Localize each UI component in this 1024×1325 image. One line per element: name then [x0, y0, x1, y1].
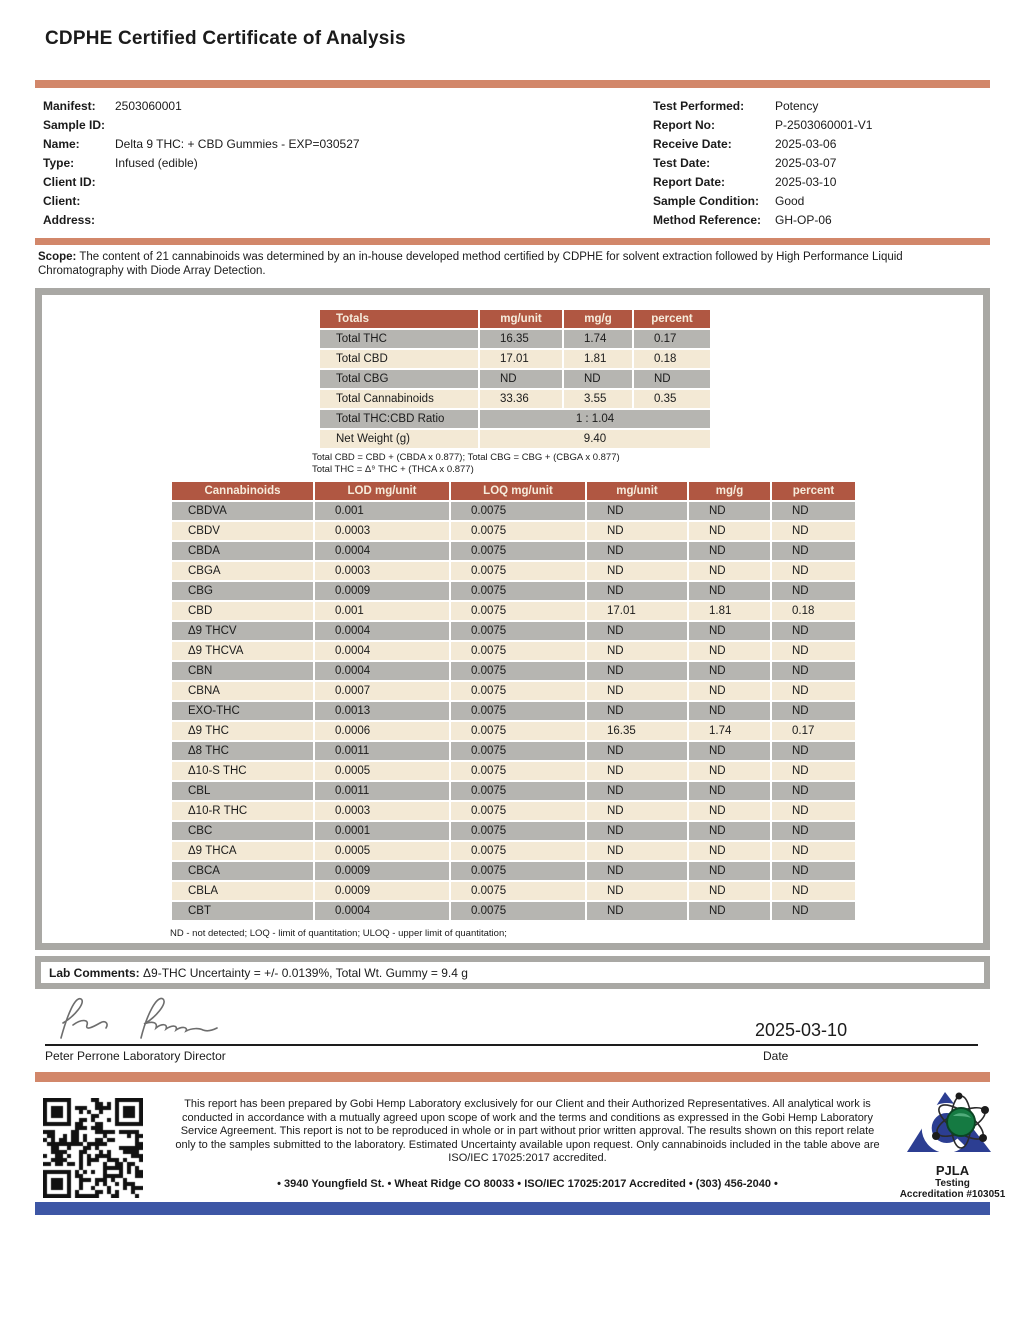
mg-unit-value: ND [587, 522, 687, 540]
totals-mg-unit-value: 33.36 [480, 390, 562, 408]
cannabinoid-row [172, 682, 855, 700]
pjla-logo [890, 1090, 1015, 1200]
totals-summary-rows [320, 410, 710, 448]
lod-value: 0.0013 [315, 702, 449, 720]
totals-percent-value: ND [634, 370, 710, 388]
mg-unit-value: ND [587, 502, 687, 520]
mg-unit-value: ND [587, 582, 687, 600]
cannabinoid-name: CBD [172, 602, 313, 620]
percent-value: ND [772, 762, 855, 780]
lod-value: 0.001 [315, 602, 449, 620]
percent-value: ND [772, 622, 855, 640]
info-label: Method Reference: [653, 212, 762, 227]
cannabinoid-row [172, 742, 855, 760]
info-row [653, 115, 988, 134]
mg-g-value: ND [689, 562, 770, 580]
mg-g-value: ND [689, 622, 770, 640]
totals-header-mg-g: mg/g [564, 310, 632, 328]
loq-value: 0.0075 [451, 802, 585, 820]
mg-g-value: ND [689, 702, 770, 720]
mg-unit-value: ND [587, 622, 687, 640]
percent-value: ND [772, 642, 855, 660]
pjla-logo-icon [903, 1090, 1003, 1160]
info-row [43, 210, 653, 229]
signatory-name: Peter Perrone Laboratory Director [45, 1049, 226, 1063]
totals-percent-value: 0.17 [634, 330, 710, 348]
lab-comments-text: Δ9-THC Uncertainty = +/- 0.0139%, Total Wt. Gummy = 9.4 g [143, 966, 468, 980]
info-value: 2025-03-10 [775, 174, 837, 189]
loq-value: 0.0075 [451, 582, 585, 600]
totals-row [320, 370, 710, 388]
cannabinoid-row [172, 582, 855, 600]
totals-header-row [320, 310, 710, 328]
cannabinoid-row [172, 882, 855, 900]
cannabinoid-name: CBNA [172, 682, 313, 700]
lod-value: 0.0004 [315, 902, 449, 920]
info-label: Test Date: [653, 155, 711, 170]
accent-bar-top [35, 80, 990, 88]
signature-date-label: Date [763, 1049, 789, 1063]
info-label: Address: [43, 212, 96, 227]
mg-unit-value: 17.01 [587, 602, 687, 620]
lod-value: 0.0009 [315, 862, 449, 880]
lod-value: 0.0001 [315, 822, 449, 840]
cannabinoid-name: CBDA [172, 542, 313, 560]
percent-value: ND [772, 702, 855, 720]
cannabinoid-name: Δ9 THCA [172, 842, 313, 860]
loq-value: 0.0075 [451, 862, 585, 880]
accent-bar-bottom [35, 1072, 990, 1082]
loq-value: 0.0075 [451, 822, 585, 840]
mg-unit-value: 16.35 [587, 722, 687, 740]
cannabinoid-name: EXO-THC [172, 702, 313, 720]
cannabinoid-name: CBLA [172, 882, 313, 900]
info-label: Client ID: [43, 174, 96, 189]
lod-value: 0.0004 [315, 542, 449, 560]
totals-row-label: Total CBG [320, 370, 478, 388]
mg-unit-value: ND [587, 742, 687, 760]
info-label: Test Performed: [653, 98, 745, 113]
percent-value: ND [772, 782, 855, 800]
thc-cbd-ratio-row [320, 410, 710, 428]
cannabinoids-header-row [172, 482, 855, 500]
cannabinoid-name: CBGA [172, 562, 313, 580]
mg-unit-value: ND [587, 882, 687, 900]
lod-value: 0.0011 [315, 782, 449, 800]
header-lod: LOD mg/unit [315, 482, 449, 500]
loq-value: 0.0075 [451, 562, 585, 580]
mg-unit-value: ND [587, 662, 687, 680]
percent-value: ND [772, 802, 855, 820]
totals-mg-g-value: 1.74 [564, 330, 632, 348]
cannabinoid-row [172, 762, 855, 780]
info-row [653, 96, 988, 115]
percent-value: ND [772, 502, 855, 520]
loq-value: 0.0075 [451, 522, 585, 540]
info-row [43, 96, 653, 115]
info-row [653, 172, 988, 191]
totals-percent-value: 0.18 [634, 350, 710, 368]
accent-bar-under-info [35, 238, 990, 245]
lab-comments [35, 956, 990, 989]
mg-unit-value: ND [587, 682, 687, 700]
signature-line [45, 1044, 978, 1046]
totals-mg-unit-value: 16.35 [480, 330, 562, 348]
cannabinoid-name: CBDV [172, 522, 313, 540]
totals-row [320, 390, 710, 408]
sample-info-section [43, 96, 988, 229]
header-percent: percent [772, 482, 855, 500]
percent-value: ND [772, 822, 855, 840]
percent-value: ND [772, 582, 855, 600]
cannabinoid-name: Δ9 THCV [172, 622, 313, 640]
cannabinoid-row [172, 842, 855, 860]
percent-value: ND [772, 742, 855, 760]
loq-value: 0.0075 [451, 662, 585, 680]
mg-g-value: ND [689, 862, 770, 880]
loq-value: 0.0075 [451, 902, 585, 920]
totals-mg-g-value: 1.81 [564, 350, 632, 368]
lod-value: 0.0009 [315, 582, 449, 600]
cannabinoid-row [172, 822, 855, 840]
ratio-label: Total THC:CBD Ratio [320, 410, 478, 428]
info-row [43, 153, 653, 172]
cannabinoid-row [172, 702, 855, 720]
loq-value: 0.0075 [451, 842, 585, 860]
cannabinoid-row [172, 522, 855, 540]
lod-value: 0.0003 [315, 802, 449, 820]
bottom-bar [35, 1202, 990, 1215]
info-label: Type: [43, 155, 75, 170]
net-weight-label: Net Weight (g) [320, 430, 478, 448]
lod-value: 0.0004 [315, 622, 449, 640]
formula-line-2: Total THC = Δ⁹ THC + (THCA x 0.877) [312, 464, 474, 475]
info-label: Sample ID: [43, 117, 106, 132]
cannabinoid-row [172, 642, 855, 660]
cannabinoid-name: CBT [172, 902, 313, 920]
percent-value: ND [772, 862, 855, 880]
mg-g-value: 1.74 [689, 722, 770, 740]
loq-value: 0.0075 [451, 782, 585, 800]
info-value: P-2503060001-V1 [775, 117, 873, 132]
mg-unit-value: ND [587, 702, 687, 720]
cannabinoid-row [172, 542, 855, 560]
loq-value: 0.0075 [451, 642, 585, 660]
info-value: Good [775, 193, 805, 208]
lod-value: 0.0007 [315, 682, 449, 700]
info-value: Infused (edible) [115, 155, 198, 170]
loq-value: 0.0075 [451, 682, 585, 700]
totals-row-label: Total Cannabinoids [320, 390, 478, 408]
mg-unit-value: ND [587, 562, 687, 580]
cannabinoid-row [172, 602, 855, 620]
totals-mg-g-value: 3.55 [564, 390, 632, 408]
info-row [43, 191, 653, 210]
cannabinoid-name: CBG [172, 582, 313, 600]
formula-line-1: Total CBD = CBD + (CBDA x 0.877); Total CBG = CBG + (CBGA x 0.877) [312, 452, 620, 463]
header-mg-g: mg/g [689, 482, 770, 500]
mg-g-value: ND [689, 582, 770, 600]
loq-value: 0.0075 [451, 622, 585, 640]
totals-row [320, 330, 710, 348]
info-value: Potency [775, 98, 819, 113]
cannabinoid-row [172, 662, 855, 680]
cannabinoid-name: CBDVA [172, 502, 313, 520]
lod-value: 0.0006 [315, 722, 449, 740]
totals-mg-unit-value: ND [480, 370, 562, 388]
mg-g-value: ND [689, 742, 770, 760]
mg-g-value: ND [689, 502, 770, 520]
loq-value: 0.0075 [451, 722, 585, 740]
loq-value: 0.0075 [451, 542, 585, 560]
loq-value: 0.0075 [451, 502, 585, 520]
info-value: 2503060001 [115, 98, 182, 113]
info-row [43, 172, 653, 191]
totals-mg-g-value: ND [564, 370, 632, 388]
info-row [43, 115, 653, 134]
mg-g-value: ND [689, 642, 770, 660]
lod-value: 0.0003 [315, 562, 449, 580]
cannabinoids-body [172, 502, 855, 920]
lod-value: 0.0004 [315, 662, 449, 680]
mg-unit-value: ND [587, 642, 687, 660]
net-weight-value: 9.40 [480, 430, 710, 448]
cannabinoid-name: Δ10-R THC [172, 802, 313, 820]
percent-value: ND [772, 522, 855, 540]
mg-unit-value: ND [587, 782, 687, 800]
info-row [653, 191, 988, 210]
sample-info-left [43, 96, 653, 229]
totals-row [320, 350, 710, 368]
cannabinoid-row [172, 502, 855, 520]
signature-image [45, 992, 275, 1042]
info-label: Sample Condition: [653, 193, 759, 208]
mg-g-value: ND [689, 542, 770, 560]
scope-label: Scope: [38, 251, 77, 263]
mg-g-value: ND [689, 782, 770, 800]
totals-table [318, 308, 712, 450]
lod-value: 0.0003 [315, 522, 449, 540]
mg-g-value: ND [689, 522, 770, 540]
info-label: Report No: [653, 117, 715, 132]
cannabinoids-table [170, 480, 857, 922]
cannabinoid-name: CBL [172, 782, 313, 800]
totals-mg-unit-value: 17.01 [480, 350, 562, 368]
sample-info-right [653, 96, 988, 229]
percent-value: ND [772, 842, 855, 860]
loq-value: 0.0075 [451, 762, 585, 780]
scope-body: The content of 21 cannabinoids was determined by an in-house developed method certified by CDPHE for solvent extraction followed by High Performance Liquid Chromatography with Diode Array Detection. [38, 251, 903, 277]
percent-value: ND [772, 882, 855, 900]
totals-row-label: Total CBD [320, 350, 478, 368]
pjla-testing: Testing [935, 1178, 970, 1189]
loq-value: 0.0075 [451, 702, 585, 720]
header-cannabinoids: Cannabinoids [172, 482, 313, 500]
cannabinoid-row [172, 782, 855, 800]
footer [35, 1090, 1006, 1205]
signature-date-value: 2025-03-10 [755, 1020, 848, 1040]
cannabinoid-name: CBN [172, 662, 313, 680]
cannabinoid-name: Δ10-S THC [172, 762, 313, 780]
cannabinoid-name: Δ8 THC [172, 742, 313, 760]
scope-text [38, 250, 968, 278]
mg-unit-value: ND [587, 842, 687, 860]
info-label: Report Date: [653, 174, 726, 189]
cannabinoid-row [172, 862, 855, 880]
signature-section [35, 992, 990, 1072]
lod-value: 0.0009 [315, 882, 449, 900]
lab-comments-label: Lab Comments: [49, 966, 140, 980]
cannabinoid-row [172, 902, 855, 920]
mg-g-value: 1.81 [689, 602, 770, 620]
cannabinoid-name: Δ9 THC [172, 722, 313, 740]
info-value: 2025-03-06 [775, 136, 837, 151]
percent-value: 0.17 [772, 722, 855, 740]
totals-percent-value: 0.35 [634, 390, 710, 408]
net-weight-row [320, 430, 710, 448]
page-title: CDPHE Certified Certificate of Analysis [45, 28, 406, 49]
cannabinoid-name: CBCA [172, 862, 313, 880]
lod-value: 0.0005 [315, 842, 449, 860]
info-row [653, 134, 988, 153]
percent-value: ND [772, 542, 855, 560]
cannabinoid-row [172, 622, 855, 640]
cannabinoid-row [172, 722, 855, 740]
pjla-name: PJLA [935, 1163, 970, 1178]
info-value: 2025-03-07 [775, 155, 837, 170]
table-footnote: ND - not detected; LOQ - limit of quantitation; ULOQ - upper limit of quantitation; [170, 928, 507, 939]
mg-unit-value: ND [587, 542, 687, 560]
qr-code [43, 1098, 143, 1198]
info-label: Client: [43, 193, 81, 208]
loq-value: 0.0075 [451, 742, 585, 760]
disclaimer-text: This report has been prepared by Gobi Hemp Laboratory exclusively for our Client and their Authorized Representatives. All analytical work is conducted in accordance with a mutually agreed upon scope of work and the terms and conditions as expressed in the Gobi Hemp Laboratory Service Agreement. This report is not to be reproduced in whole or in part without prior written approval. The results shown on this report relate only to the samples submitted to the laboratory. Estimated Uncertainty available upon request. Only cannabinoids included in the table above are ISO/IEC 17025:2017 accredited. [175, 1098, 880, 1164]
percent-value: ND [772, 902, 855, 920]
pjla-accreditation: Accreditation #103051 [899, 1189, 1006, 1200]
lod-value: 0.0011 [315, 742, 449, 760]
mg-g-value: ND [689, 902, 770, 920]
totals-header-percent: percent [634, 310, 710, 328]
lod-value: 0.0005 [315, 762, 449, 780]
info-row [653, 210, 988, 229]
totals-body [320, 330, 710, 408]
mg-g-value: ND [689, 822, 770, 840]
address-line: • 3940 Youngfield St. • Wheat Ridge CO 80033 • ISO/IEC 17025:2017 Accredited • (303) 456-2040 • [277, 1178, 778, 1190]
mg-g-value: ND [689, 762, 770, 780]
total-formulas [312, 452, 620, 476]
cannabinoid-name: Δ9 THCVA [172, 642, 313, 660]
loq-value: 0.0075 [451, 882, 585, 900]
results-panel [35, 288, 990, 950]
cannabinoid-row [172, 802, 855, 820]
header-mg-unit: mg/unit [587, 482, 687, 500]
header-loq: LOQ mg/unit [451, 482, 585, 500]
mg-unit-value: ND [587, 822, 687, 840]
mg-unit-value: ND [587, 862, 687, 880]
mg-unit-value: ND [587, 762, 687, 780]
ratio-value: 1 : 1.04 [480, 410, 710, 428]
lod-value: 0.001 [315, 502, 449, 520]
mg-g-value: ND [689, 882, 770, 900]
mg-unit-value: ND [587, 902, 687, 920]
info-value: Delta 9 THC: + CBD Gummies - EXP=030527 [115, 136, 360, 151]
info-row [653, 153, 988, 172]
info-label: Receive Date: [653, 136, 732, 151]
mg-g-value: ND [689, 802, 770, 820]
mg-unit-value: ND [587, 802, 687, 820]
lod-value: 0.0004 [315, 642, 449, 660]
mg-g-value: ND [689, 842, 770, 860]
totals-row-label: Total THC [320, 330, 478, 348]
loq-value: 0.0075 [451, 602, 585, 620]
info-label: Manifest: [43, 98, 96, 113]
percent-value: 0.18 [772, 602, 855, 620]
percent-value: ND [772, 682, 855, 700]
mg-g-value: ND [689, 682, 770, 700]
percent-value: ND [772, 662, 855, 680]
info-label: Name: [43, 136, 80, 151]
totals-header-mg-unit: mg/unit [480, 310, 562, 328]
percent-value: ND [772, 562, 855, 580]
cannabinoid-row [172, 562, 855, 580]
info-row [43, 134, 653, 153]
info-value: GH-OP-06 [775, 212, 832, 227]
mg-g-value: ND [689, 662, 770, 680]
cannabinoid-name: CBC [172, 822, 313, 840]
totals-header-totals: Totals [320, 310, 478, 328]
